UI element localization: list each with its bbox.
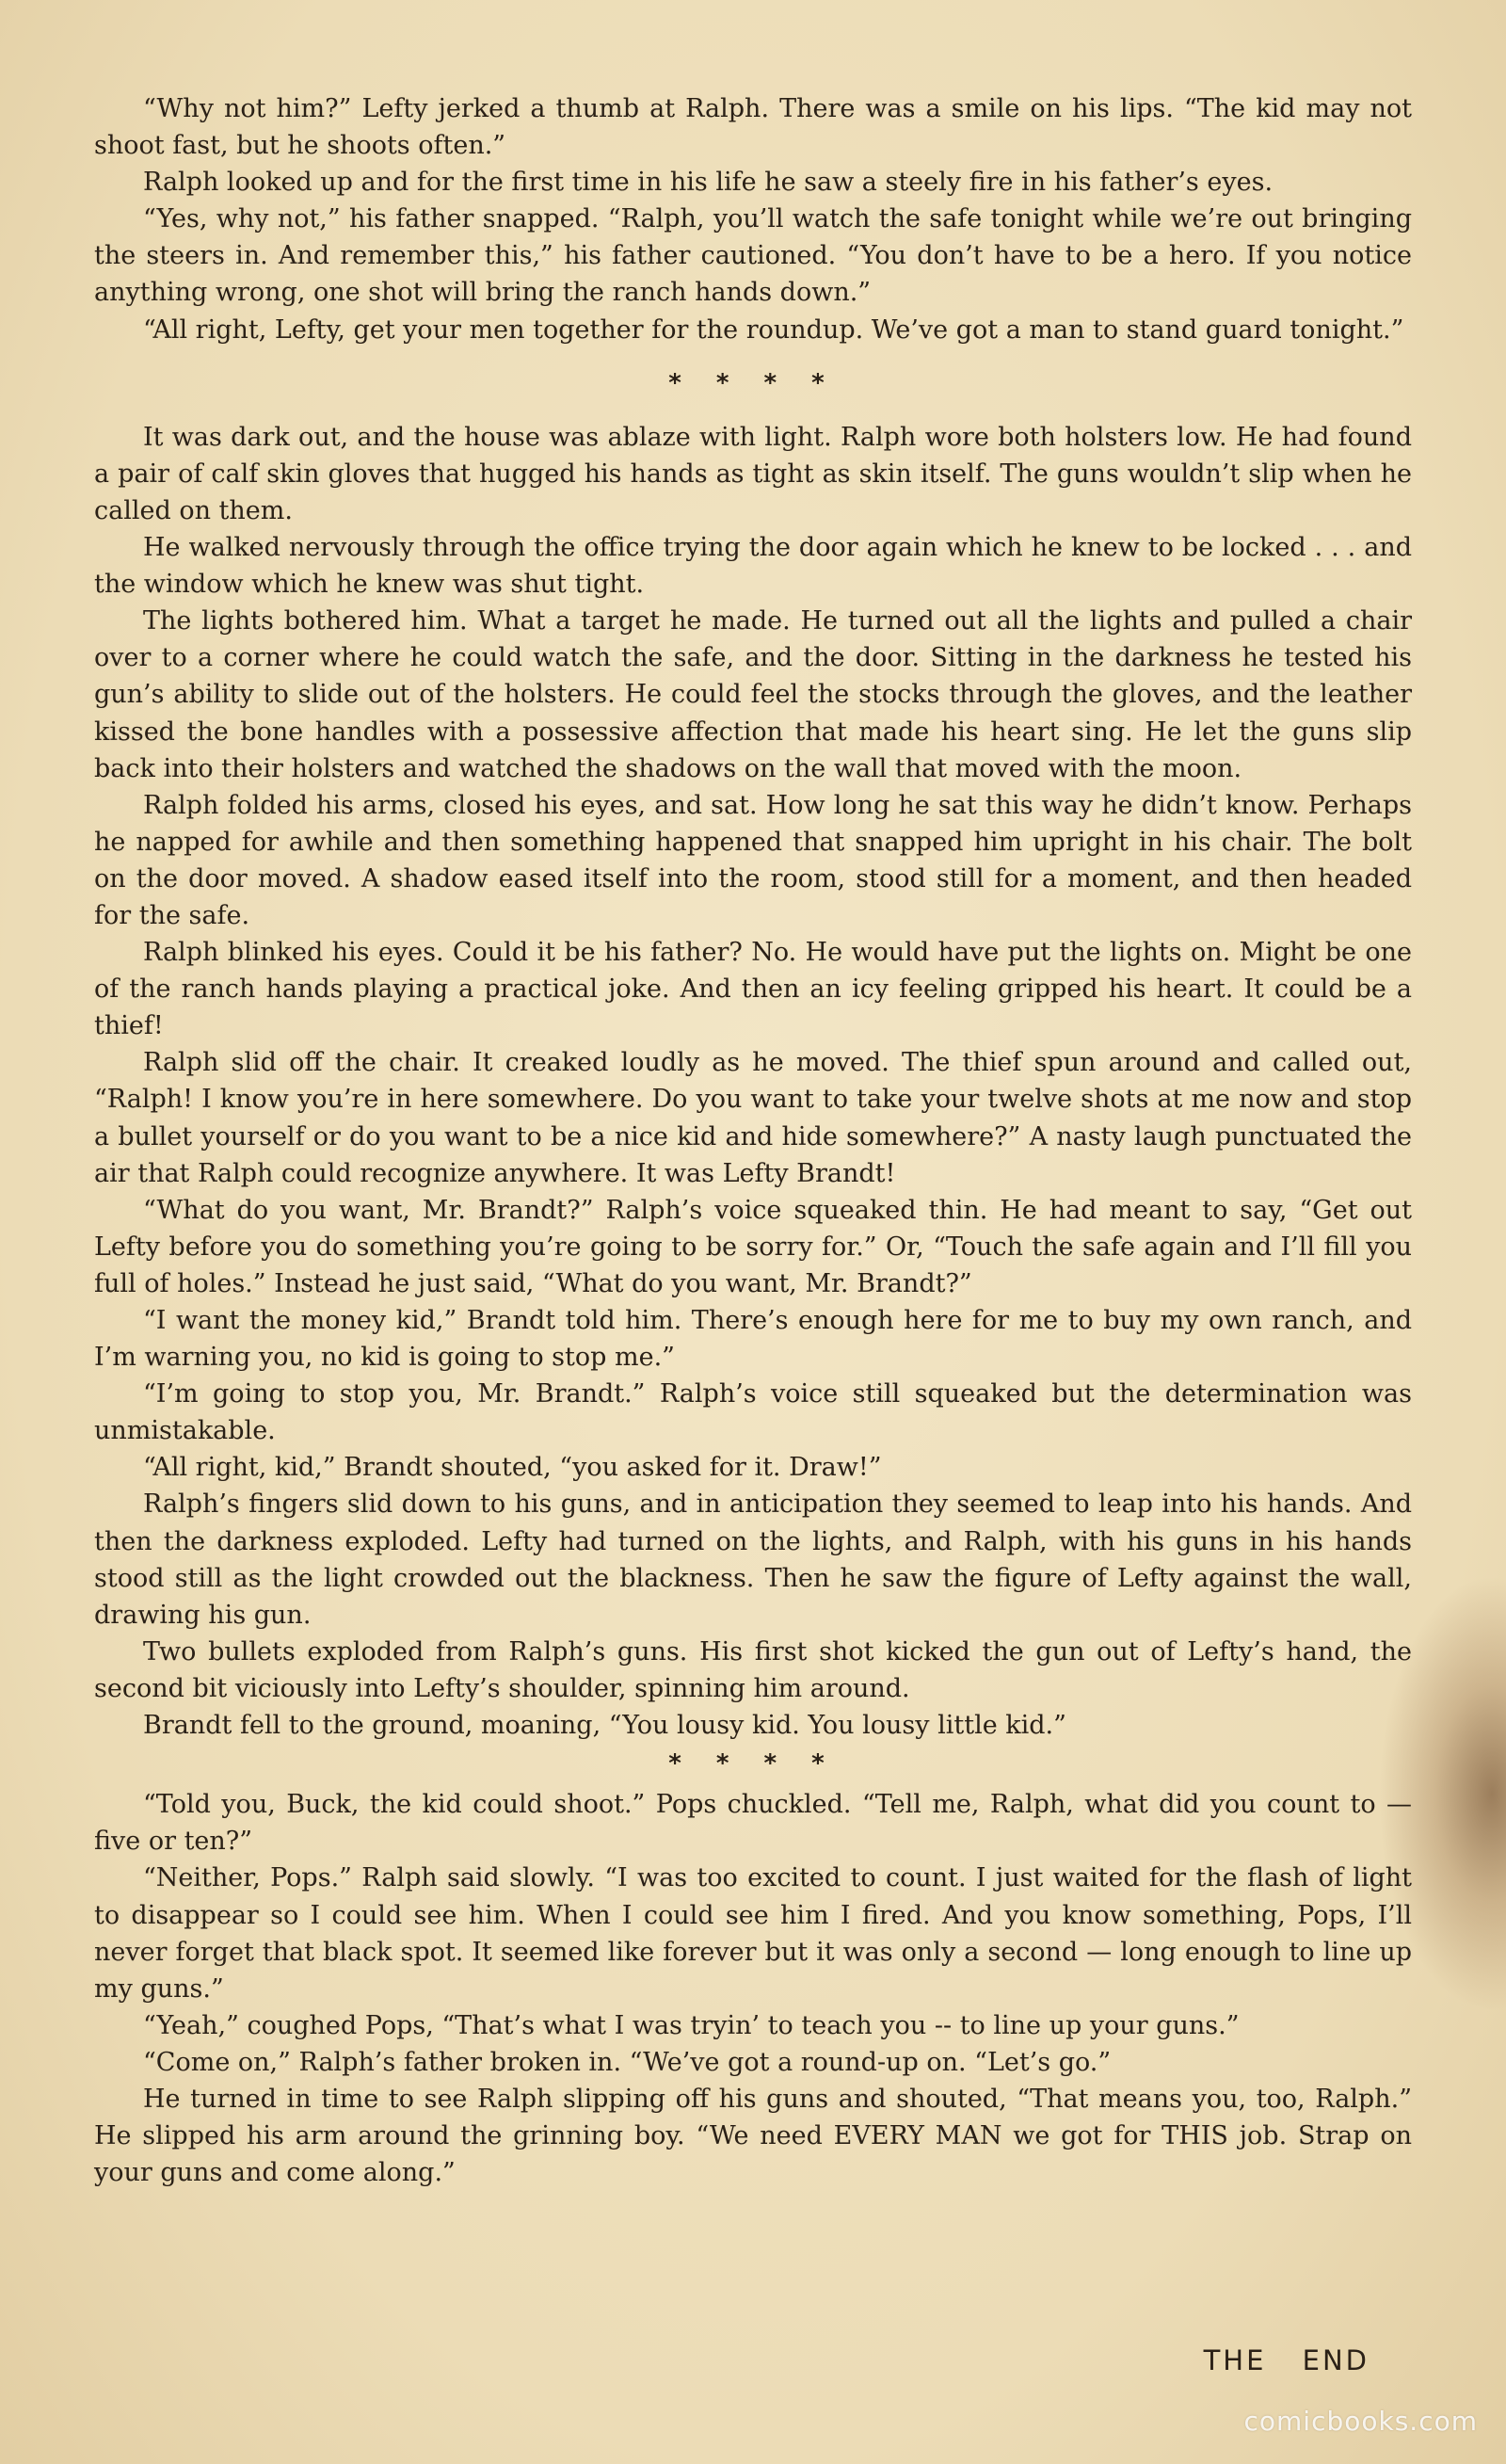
paragraph: Ralph folded his arms, closed his eyes, and sat. How long he sat this way he didn’t know. Perhaps he napped for awhile and then something happened that snapped him upright in his chair. The bolt on the door moved. A shadow eased itself into the room, stood still for a moment, and then headed for the safe. — [94, 790, 1412, 930]
paragraph: “All right, Lefty, get your men together for the roundup. We’ve got a man to stand guard tonight.” — [143, 314, 1404, 345]
paragraph: He turned in time to see Ralph slipping off his guns and shouted, “That means you, too, Ralph.” He slipped his arm around the grinning boy. “We need EVERY MAN we got for THIS job. Strap on your guns and come along.” — [94, 2084, 1412, 2188]
paragraph: The lights bothered him. What a target he made. He turned out all the lights and pulled a chair over to a corner where he could watch the safe, and the door. Sitting in the darkness he tested his gun’s ability to slide out of the holsters. He could feel the stocks through the gloves, and the leather kissed the bone handles with a possessive affection that made his heart sing. He let the guns slip back into their holsters and watched the shadows on the wall that moved with the moon. — [94, 606, 1412, 783]
paragraph: “Neither, Pops.” Ralph said slowly. “I was too excited to count. I just waited for the flash of light to disappear so I could see him. When I could see him I fired. And you know something, Pops, I’ll never forget that black spot. It seemed like forever but it was only a second — long enough to line up my guns.” — [94, 1863, 1412, 2004]
the-end-label: THE END — [1203, 2344, 1370, 2376]
section-separator: * * * * — [668, 1749, 838, 1779]
paragraph: “Told you, Buck, the kid could shoot.” Pops chuckled. “Tell me, Ralph, what did you count to — five or ten?” — [94, 1790, 1412, 1857]
section-separator: * * * * — [668, 368, 838, 397]
paragraph: “Yeah,” coughed Pops, “That’s what I was tryin’ to teach you -- to line up your guns.” — [143, 2010, 1240, 2040]
paragraph: “Yes, why not,” his father snapped. “Ralph, you’ll watch the safe tonight while we’re out bringing the steers in. And remember this,” his father cautioned. “You don’t have to be a hero. If you notice anything wrong, one shot will bring the ranch hands down.” — [94, 204, 1412, 308]
paragraph: “Come on,” Ralph’s father broken in. “We’ve got a round-up on. “Let’s go.” — [143, 2047, 1112, 2077]
paragraph: “Why not him?” Lefty jerked a thumb at Ralph. There was a smile on his lips. “The kid may not shoot fast, but he shoots often.” — [94, 94, 1412, 161]
paragraph: “What do you want, Mr. Brandt?” Ralph’s voice squeaked thin. He had meant to say, “Get out Lefty before you do something you’re going to be sorry for.” Or, “Touch the safe again and I’ll fill you full of holes.” Instead he just said, “What do you want, Mr. Brandt?” — [94, 1195, 1412, 1298]
paragraph: Ralph looked up and for the first time in his life he saw a steely fire in his father’s eyes. — [143, 168, 1274, 198]
paragraph: “I want the money kid,” Brandt told him. There’s enough here for me to buy my own ranch, and I’m warning you, no kid is going to stop me.” — [94, 1306, 1412, 1373]
paragraph: It was dark out, and the house was ablaze with light. Ralph wore both holsters low. He had found a pair of calf skin gloves that hugged his hands as tight as skin itself. The guns wouldn’t slip when he called on them. — [94, 422, 1412, 525]
story-text — [94, 90, 1412, 2191]
paragraph: He walked nervously through the office trying the door again which he knew to be locked . . . and the window which he knew was shut tight. — [94, 533, 1412, 600]
paragraph: Ralph blinked his eyes. Could it be his father? No. He would have put the lights on. Might be one of the ranch hands playing a practical joke. And then an icy feeling gripped his heart. It could be a thief! — [94, 938, 1412, 1041]
watermark: comicbooks.com — [1243, 2406, 1478, 2437]
paragraph: Brandt fell to the ground, moaning, “You lousy kid. You lousy little kid.” — [143, 1711, 1066, 1741]
paragraph: Ralph’s fingers slid down to his guns, and in anticipation they seemed to leap into his hands. And then the darkness exploded. Lefty had turned on the lights, and Ralph, with his guns in his hands stood still as the light crowded out the blackness. Then he saw the figure of Lefty against the wall, drawing his gun. — [94, 1490, 1412, 1630]
paragraph: Two bullets exploded from Ralph’s guns. His first shot kicked the gun out of Lefty’s hand, the second bit viciously into Lefty’s shoulder, spinning him around. — [94, 1636, 1412, 1703]
paragraph: Ralph slid off the chair. It creaked loudly as he moved. The thief spun around and called out, “Ralph! I know you’re in here somewhere. Do you want to take your twelve shots at me now and stop a bullet yourself or do you want to be a nice kid and hide somewhere?” A nasty laugh punctuated the air that Ralph could recognize anywhere. It was Lefty Brandt! — [94, 1048, 1412, 1188]
paragraph: “I’m going to stop you, Mr. Brandt.” Ralph’s voice still squeaked but the determination was unmistakable. — [94, 1379, 1412, 1446]
paragraph: “All right, kid,” Brandt shouted, “you asked for it. Draw!” — [143, 1453, 882, 1483]
